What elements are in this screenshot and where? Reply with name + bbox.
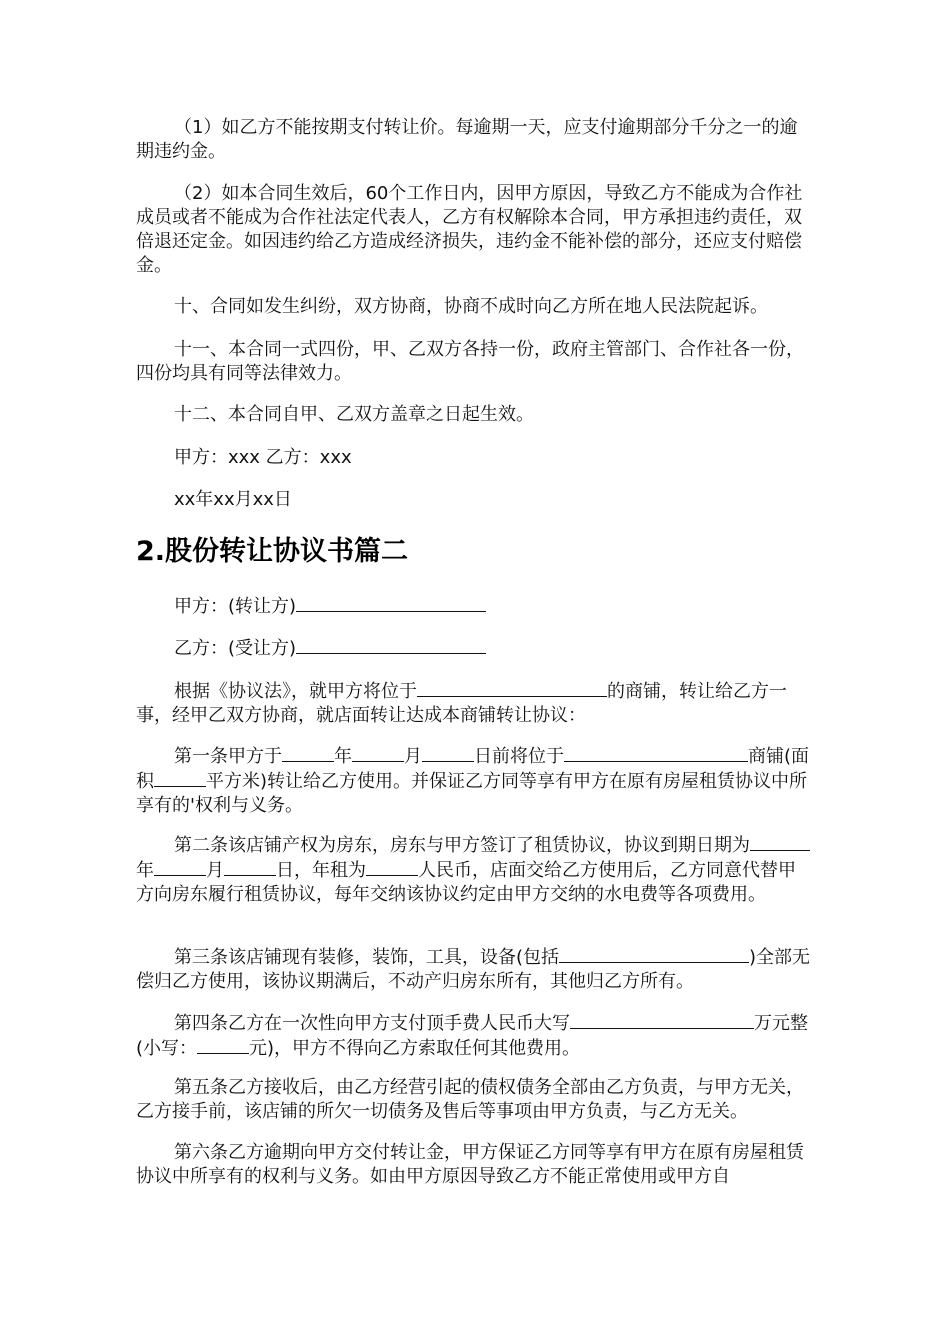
expiry-year-blank-b	[780, 833, 810, 851]
equipment-blank	[559, 945, 749, 963]
c1-text-1: 第一条甲方于	[174, 746, 282, 767]
year-blank	[282, 744, 334, 762]
clause-6: 第六条乙方逾期向甲方交付转让金，甲方保证乙方同等享有甲方在原有房屋租赁协议中所享有的权利与义务。如由甲方原因导致乙方不能正常使用或甲方自	[136, 1142, 804, 1187]
clause-4	[136, 1011, 812, 1061]
party-a-blank	[296, 594, 486, 612]
intro-paragraph	[136, 679, 812, 728]
c2-text-5: 人民币，店面交给乙方使用后，乙方同意代替甲方向房东履行租赁协议，每年交纳该协议约定由甲方交纳的水电费等各项费用。	[136, 860, 796, 905]
date-line: xx年xx月xx日	[174, 489, 292, 510]
expiry-year-blank-a	[750, 833, 780, 851]
party-a-label: 甲方：(转让方)	[174, 596, 297, 617]
clause-penalty-2: （2）如本合同生效后，60个工作日内，因甲方原因，导致乙方不能成为合作社成员或者不能成为合作社法定代表人，乙方有权解除本合同，甲方承担违约责任，双倍退还定金。如因违约给乙方造成经济损失，违约金不能补偿的部分，还应支付赔偿金。	[136, 183, 803, 276]
c1-text-2: 年	[334, 746, 352, 767]
intro-text-1: 根据《协议法》，就甲方将位于	[174, 681, 417, 702]
c3-text-1: 第三条该店铺现有装修，装饰，工具，设备(包括	[174, 947, 560, 968]
clause-11: 十一、本合同一式四份，甲、乙双方各持一份，政府主管部门、合作社各一份，四份均具有同等法律效力。	[136, 339, 804, 384]
expiry-day-blank	[224, 858, 276, 876]
c2-text-3: 月	[206, 860, 224, 881]
clause-2	[136, 833, 812, 907]
signature-line: 甲方：xxx 乙方：xxx	[174, 447, 352, 468]
clause-1	[136, 744, 812, 818]
c1-text-5: 商铺(面积	[136, 746, 810, 792]
address-blank	[564, 744, 748, 762]
c2-text-1: 第二条该店铺产权为房东，房东与甲方签订了租赁协议，协议到期日期为	[174, 835, 750, 856]
day-blank	[422, 744, 474, 762]
c1-text-6: 平方米)转让给乙方使用。并保证乙方同等享有甲方在原有房屋租赁协议中所享有的'权利与义务。	[136, 771, 808, 816]
c2-text-2: 年	[136, 860, 154, 881]
intro-text-2: 的商铺，转让给乙方一事，经甲乙双方协商，就店面转让达成本商铺转让协议：	[136, 681, 787, 726]
clause-10: 十、合同如发生纠纷，双方协商，协商不成时向乙方所在地人民法院起诉。	[174, 296, 768, 317]
clause-penalty-1: （1）如乙方不能按期支付转让价。每逾期一天，应支付逾期部分千分之一的逾期违约金。	[136, 117, 798, 162]
c4-text-2: 万元整(小写：	[136, 1013, 808, 1059]
c1-text-4: 日前将位于	[474, 746, 564, 767]
amount-figure-blank	[197, 1036, 249, 1054]
clause-3	[136, 945, 812, 994]
c1-text-3: 月	[404, 746, 422, 767]
section-heading: 2.股份转让协议书篇二	[136, 536, 409, 567]
c2-text-4: 日，年租为	[276, 860, 366, 881]
amount-words-blank	[570, 1011, 754, 1029]
party-b-blank	[296, 636, 486, 654]
clause-12: 十二、本合同自甲、乙双方盖章之日起生效。	[174, 404, 534, 425]
party-a-line	[136, 594, 812, 619]
c3-text-2: )全部无偿归乙方使用，该协议期满后，不动产归房东所有，其他归乙方所有。	[136, 947, 811, 992]
location-blank	[417, 679, 607, 697]
c4-text-1: 第四条乙方在一次性向甲方支付顶手费人民币大写	[174, 1013, 570, 1034]
party-b-line	[136, 636, 812, 661]
month-blank	[352, 744, 404, 762]
area-blank	[154, 769, 206, 787]
clause-5: 第五条乙方接收后，由乙方经营引起的债权债务全部由乙方负责，与甲方无关，乙方接手前，该店铺的所欠一切债务及售后等事项由甲方负责，与乙方无关。	[136, 1077, 804, 1122]
party-b-label: 乙方：(受让方)	[174, 638, 297, 659]
c4-text-3: 元)，甲方不得向乙方索取任何其他费用。	[249, 1038, 581, 1059]
expiry-month-blank	[154, 858, 206, 876]
annual-rent-blank	[366, 858, 418, 876]
